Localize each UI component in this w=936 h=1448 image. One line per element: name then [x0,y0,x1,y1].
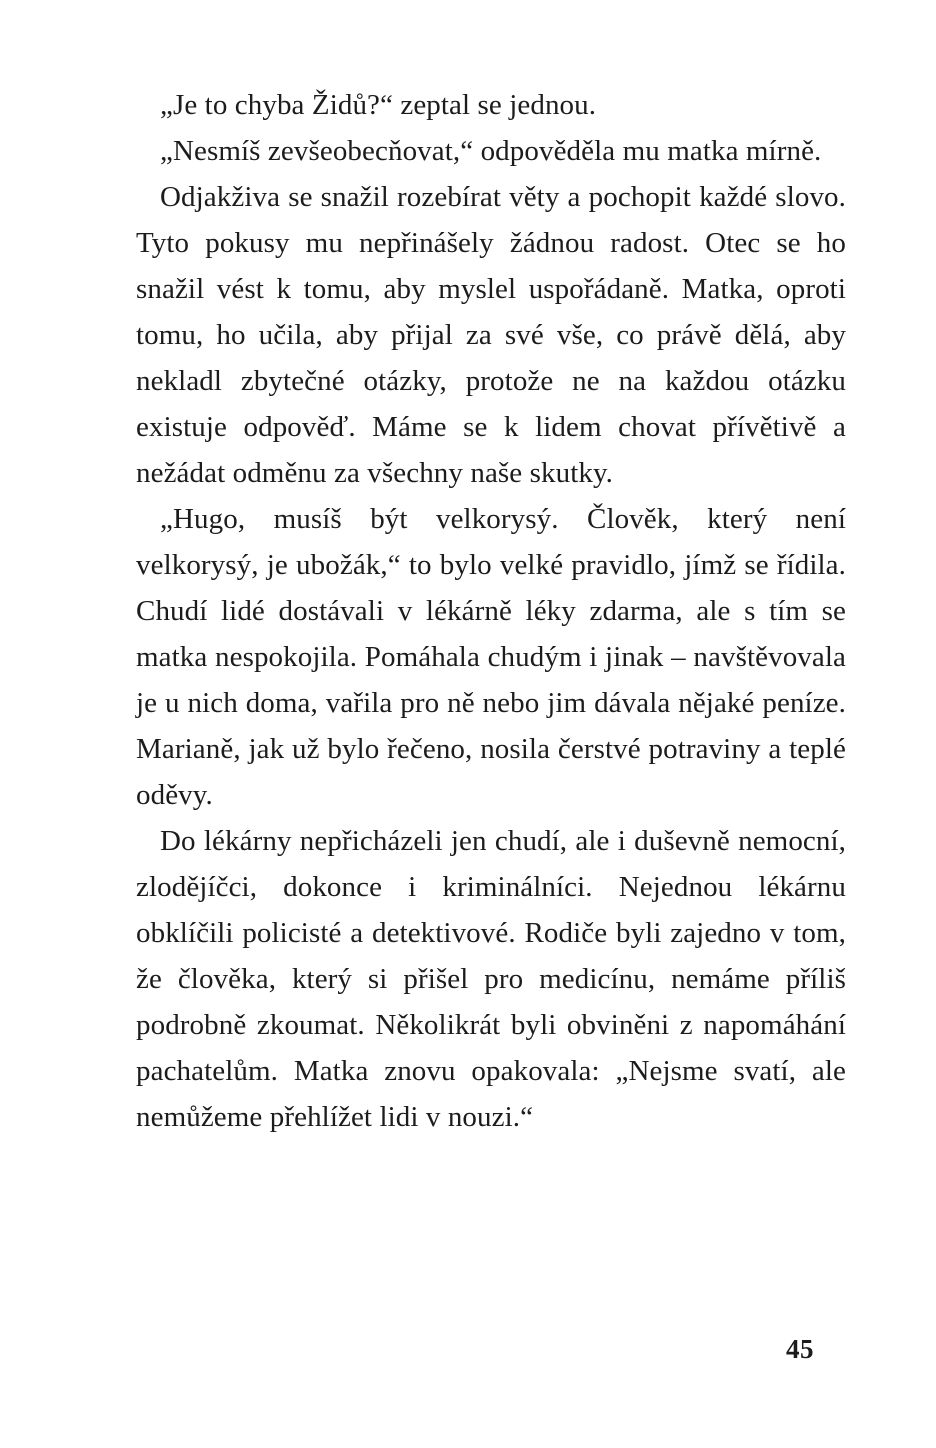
page-text [136,82,846,1140]
paragraph: „Hugo, musíš být velkorysý. Člověk, který není velkorysý, je ubožák,“ to bylo velké pravidlo, jímž se řídila. Chudí lidé dostávali v lékárně léky zdarma, ale s tím se matka nespokojila. Pomáhala chudým i jinak – navštěvovala je u nich doma, vařila pro ně nebo jim dávala nějaké peníze. Marianě, jak už bylo řečeno, nosila čerstvé potraviny a teplé oděvy. [136,503,846,811]
page-number: 45 [786,1334,814,1364]
paragraph: Do lékárny nepřicházeli jen chudí, ale i duševně nemocní, zlodějíčci, dokonce i kriminálníci. Nejednou lékárnu obklíčili policisté a detektivové. Rodiče byli zajedno v tom, že člověka, který si přišel pro medicínu, nemáme příliš podrobně zkoumat. Několikrát byli obviněni z napomáhání pachatelům. Matka znovu opakovala: „Nejsme svatí, ale nemůžeme přehlížet lidi v nouzi.“ [136,825,846,1133]
paragraph: Odjakživa se snažil rozebírat věty a pochopit každé slovo. Tyto pokusy mu nepřinášely žádnou radost. Otec se ho snažil vést k tomu, aby myslel uspořádaně. Matka, oproti tomu, ho učila, aby přijal za své vše, co právě dělá, aby nekladl zbytečné otázky, protože ne na každou otázku existuje odpověď. Máme se k lidem chovat přívětivě a nežádat odměnu za všechny naše skutky. [136,181,846,489]
paragraph: „Je to chyba Židů?“ zeptal se jednou. [160,89,597,121]
paragraph: „Nesmíš zevšeobecňovat,“ odpověděla mu matka mírně. [160,135,822,167]
